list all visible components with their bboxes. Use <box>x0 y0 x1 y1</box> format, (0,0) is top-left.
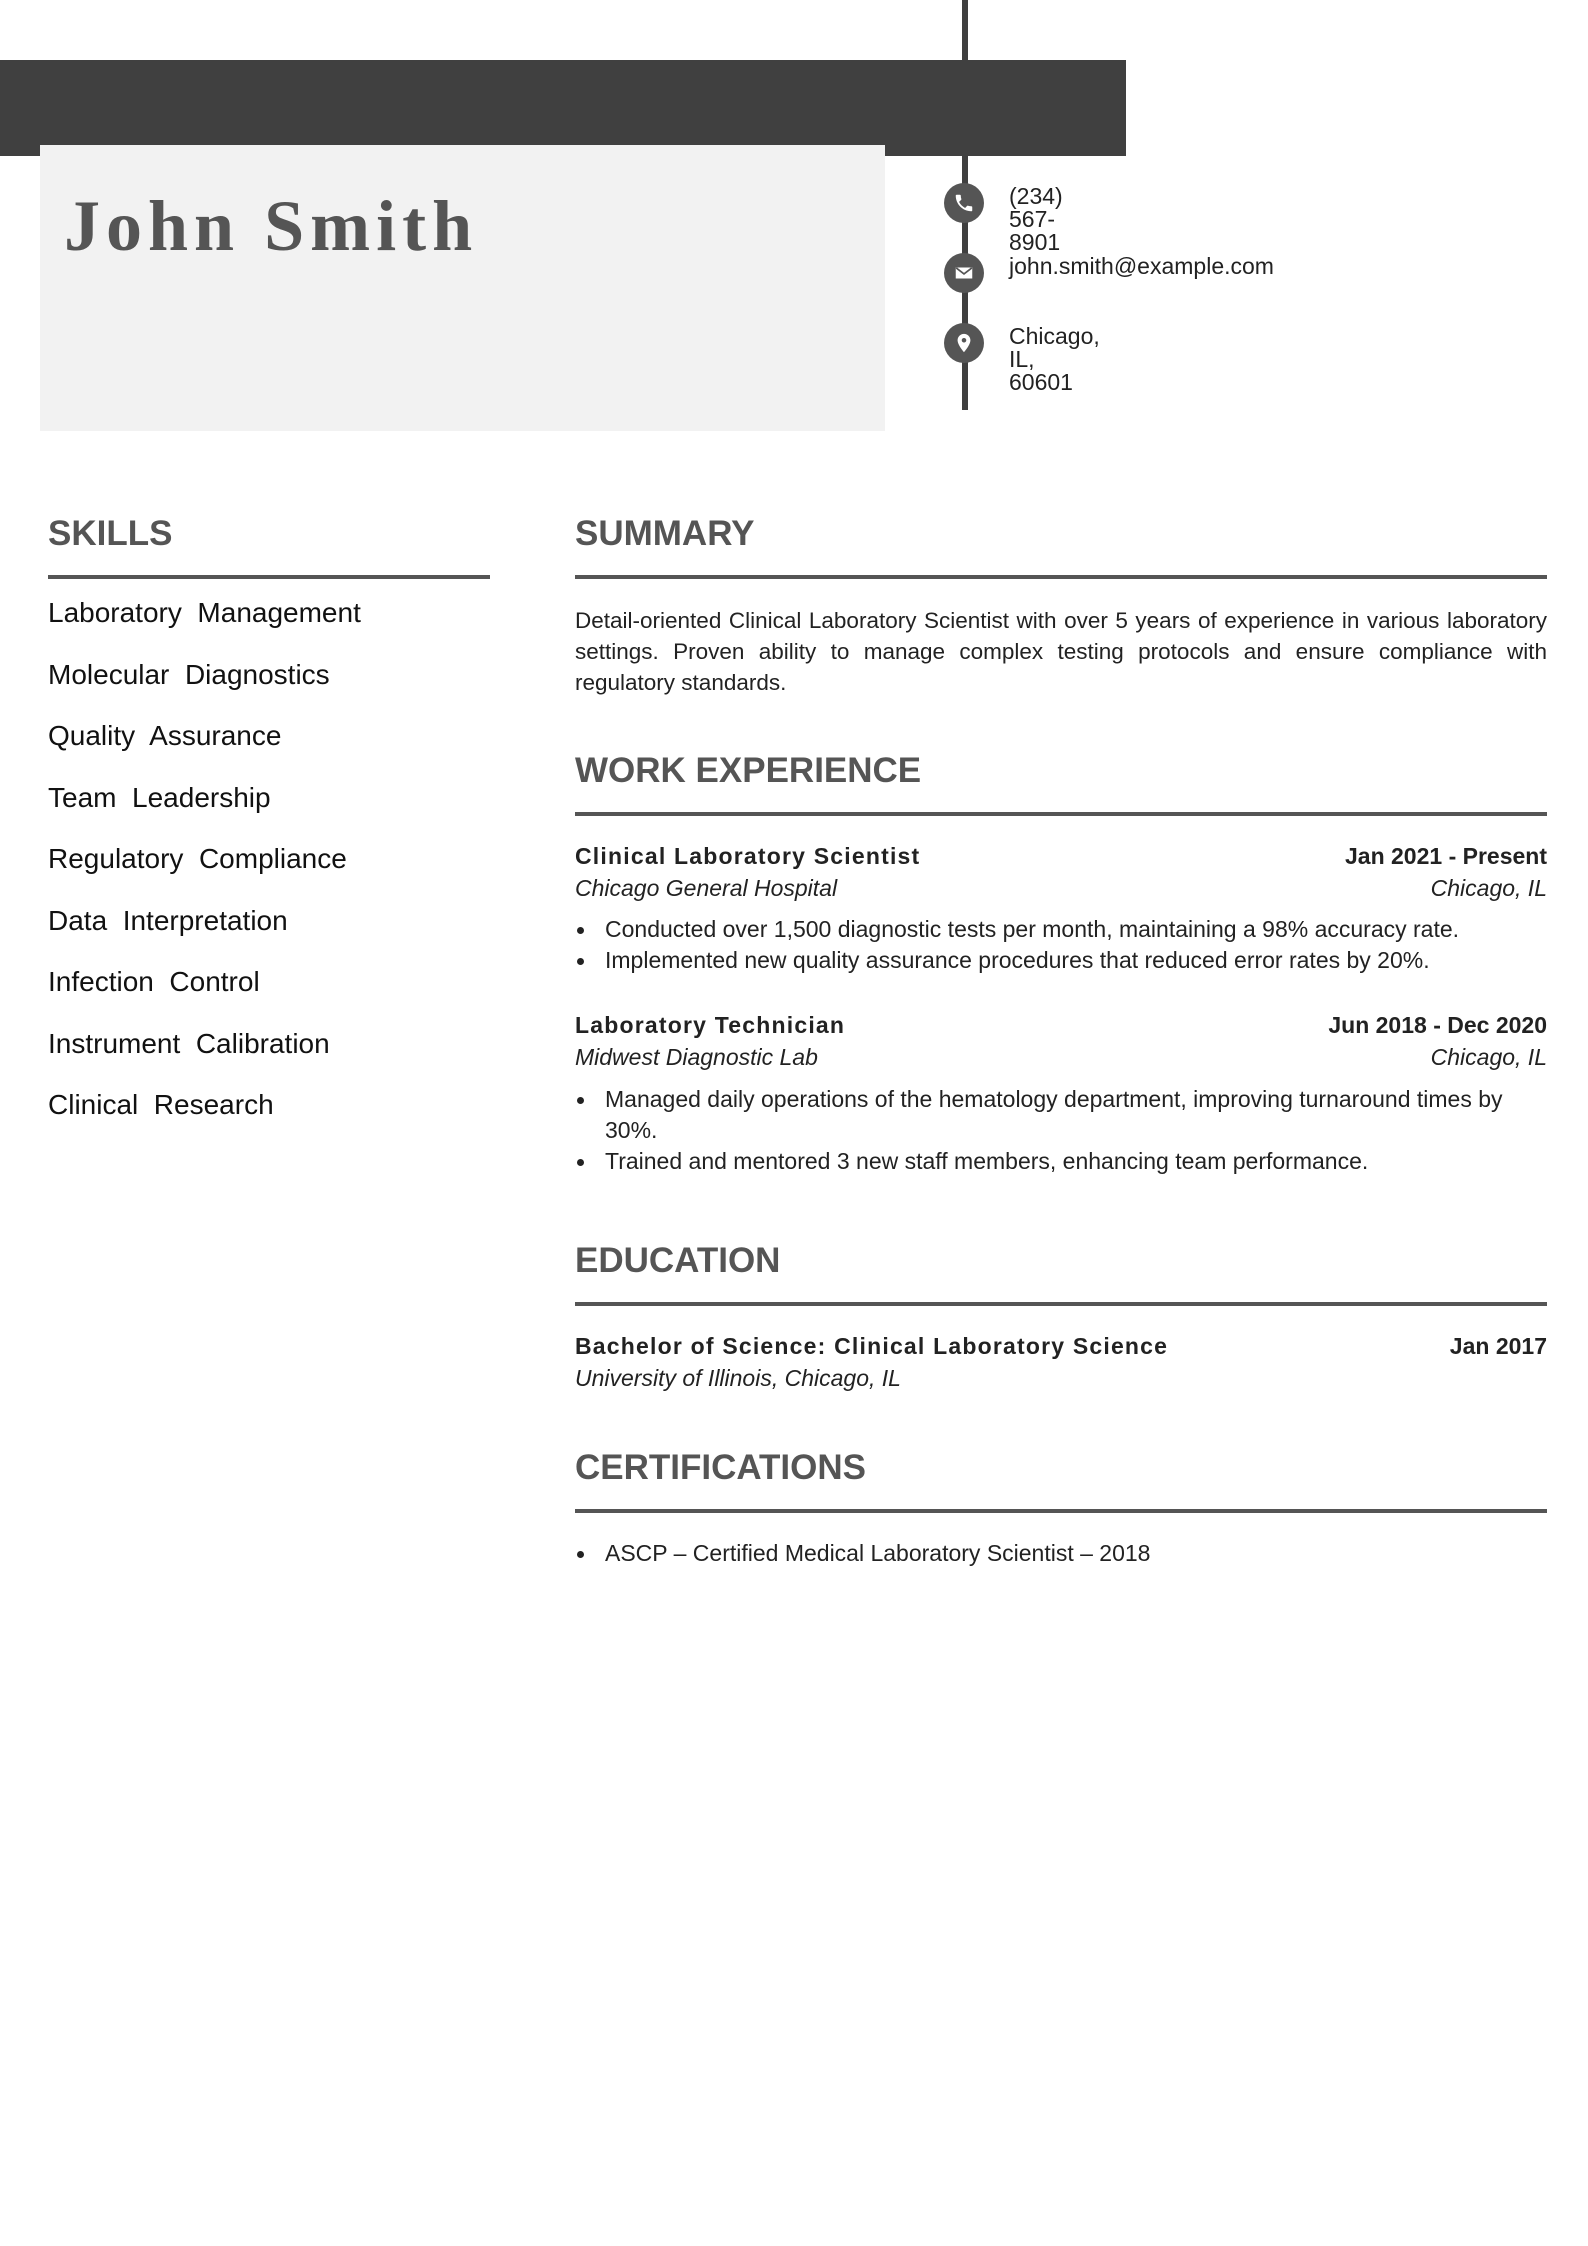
job-bullet: Implemented new quality assurance procedures that reduced error rates by 20%. <box>575 945 1547 976</box>
job-location: Chicago, IL <box>1430 875 1547 901</box>
job-header <box>575 845 1547 868</box>
job-bullet: Conducted over 1,500 diagnostic tests per month, maintaining a 98% accuracy rate. <box>575 914 1547 945</box>
skill-item: Infection Control <box>48 966 260 997</box>
education-heading: EDUCATION <box>575 1241 781 1280</box>
phone-number[interactable]: (234) 567-8901 <box>1009 183 1063 255</box>
summary-divider <box>575 575 1547 579</box>
skill-item: Clinical Research <box>48 1089 274 1120</box>
certifications-heading: CERTIFICATIONS <box>575 1448 867 1487</box>
certification-list <box>575 1538 1547 1569</box>
job-org-row <box>575 877 1547 900</box>
work-experience-heading: WORK EXPERIENCE <box>575 751 922 790</box>
location-text: Chicago, IL, 60601 <box>1009 323 1100 395</box>
certifications-divider <box>575 1509 1547 1513</box>
skill-item: Instrument Calibration <box>48 1027 330 1059</box>
skills-divider <box>48 575 490 579</box>
job-location: Chicago, IL <box>1430 1044 1547 1070</box>
job-bullets <box>575 914 1547 976</box>
job-header <box>575 1014 1547 1037</box>
job-title: Clinical Laboratory Scientist <box>575 843 921 869</box>
job-org-row <box>575 1046 1547 1069</box>
certification-item: ASCP – Certified Medical Laboratory Scientist – 2018 <box>575 1538 1547 1569</box>
degree-title: Bachelor of Science: Clinical Laboratory Science <box>575 1333 1169 1359</box>
job-employer: Midwest Diagnostic Lab <box>575 1044 818 1070</box>
skill-item: Regulatory Compliance <box>48 843 347 874</box>
education-divider <box>575 1302 1547 1306</box>
job-bullet: Managed daily operations of the hematology department, improving turnaround times by 30%. <box>575 1084 1547 1146</box>
email-address[interactable]: john.smith@example.com <box>1009 253 1274 279</box>
skill-item: Laboratory Management <box>48 597 361 628</box>
skill-item: Team Leadership <box>48 781 271 813</box>
job-employer: Chicago General Hospital <box>575 875 838 901</box>
education-school-row <box>575 1367 1547 1390</box>
summary-heading: SUMMARY <box>575 514 755 553</box>
work-experience-divider <box>575 812 1547 816</box>
skill-item: Molecular Diagnostics <box>48 658 330 690</box>
skills-list <box>48 599 488 1153</box>
envelope-icon <box>944 253 984 293</box>
job-bullets <box>575 1084 1547 1177</box>
job-dates: Jan 2021 - Present <box>1344 843 1547 869</box>
candidate-name: John Smith <box>64 186 479 266</box>
phone-icon <box>944 183 984 223</box>
job-bullet: Trained and mentored 3 new staff members, enhancing team performance. <box>575 1146 1547 1177</box>
summary-text: Detail-oriented Clinical Laboratory Scientist with over 5 years of experience in various laboratory settings. Proven ability to manage complex testing protocols and ensure compliance with regulatory standards. <box>575 608 1547 695</box>
skill-item: Data Interpretation <box>48 904 288 936</box>
header-bar <box>0 60 1126 156</box>
school-name: University of Illinois, Chicago, IL <box>575 1365 901 1391</box>
skill-item: Quality Assurance <box>48 720 282 751</box>
skills-heading: SKILLS <box>48 514 173 553</box>
job-title: Laboratory Technician <box>575 1012 846 1038</box>
education-header <box>575 1335 1547 1358</box>
map-pin-icon <box>944 323 984 363</box>
job-dates: Jun 2018 - Dec 2020 <box>1328 1012 1547 1038</box>
graduation-date: Jan 2017 <box>1449 1333 1547 1359</box>
